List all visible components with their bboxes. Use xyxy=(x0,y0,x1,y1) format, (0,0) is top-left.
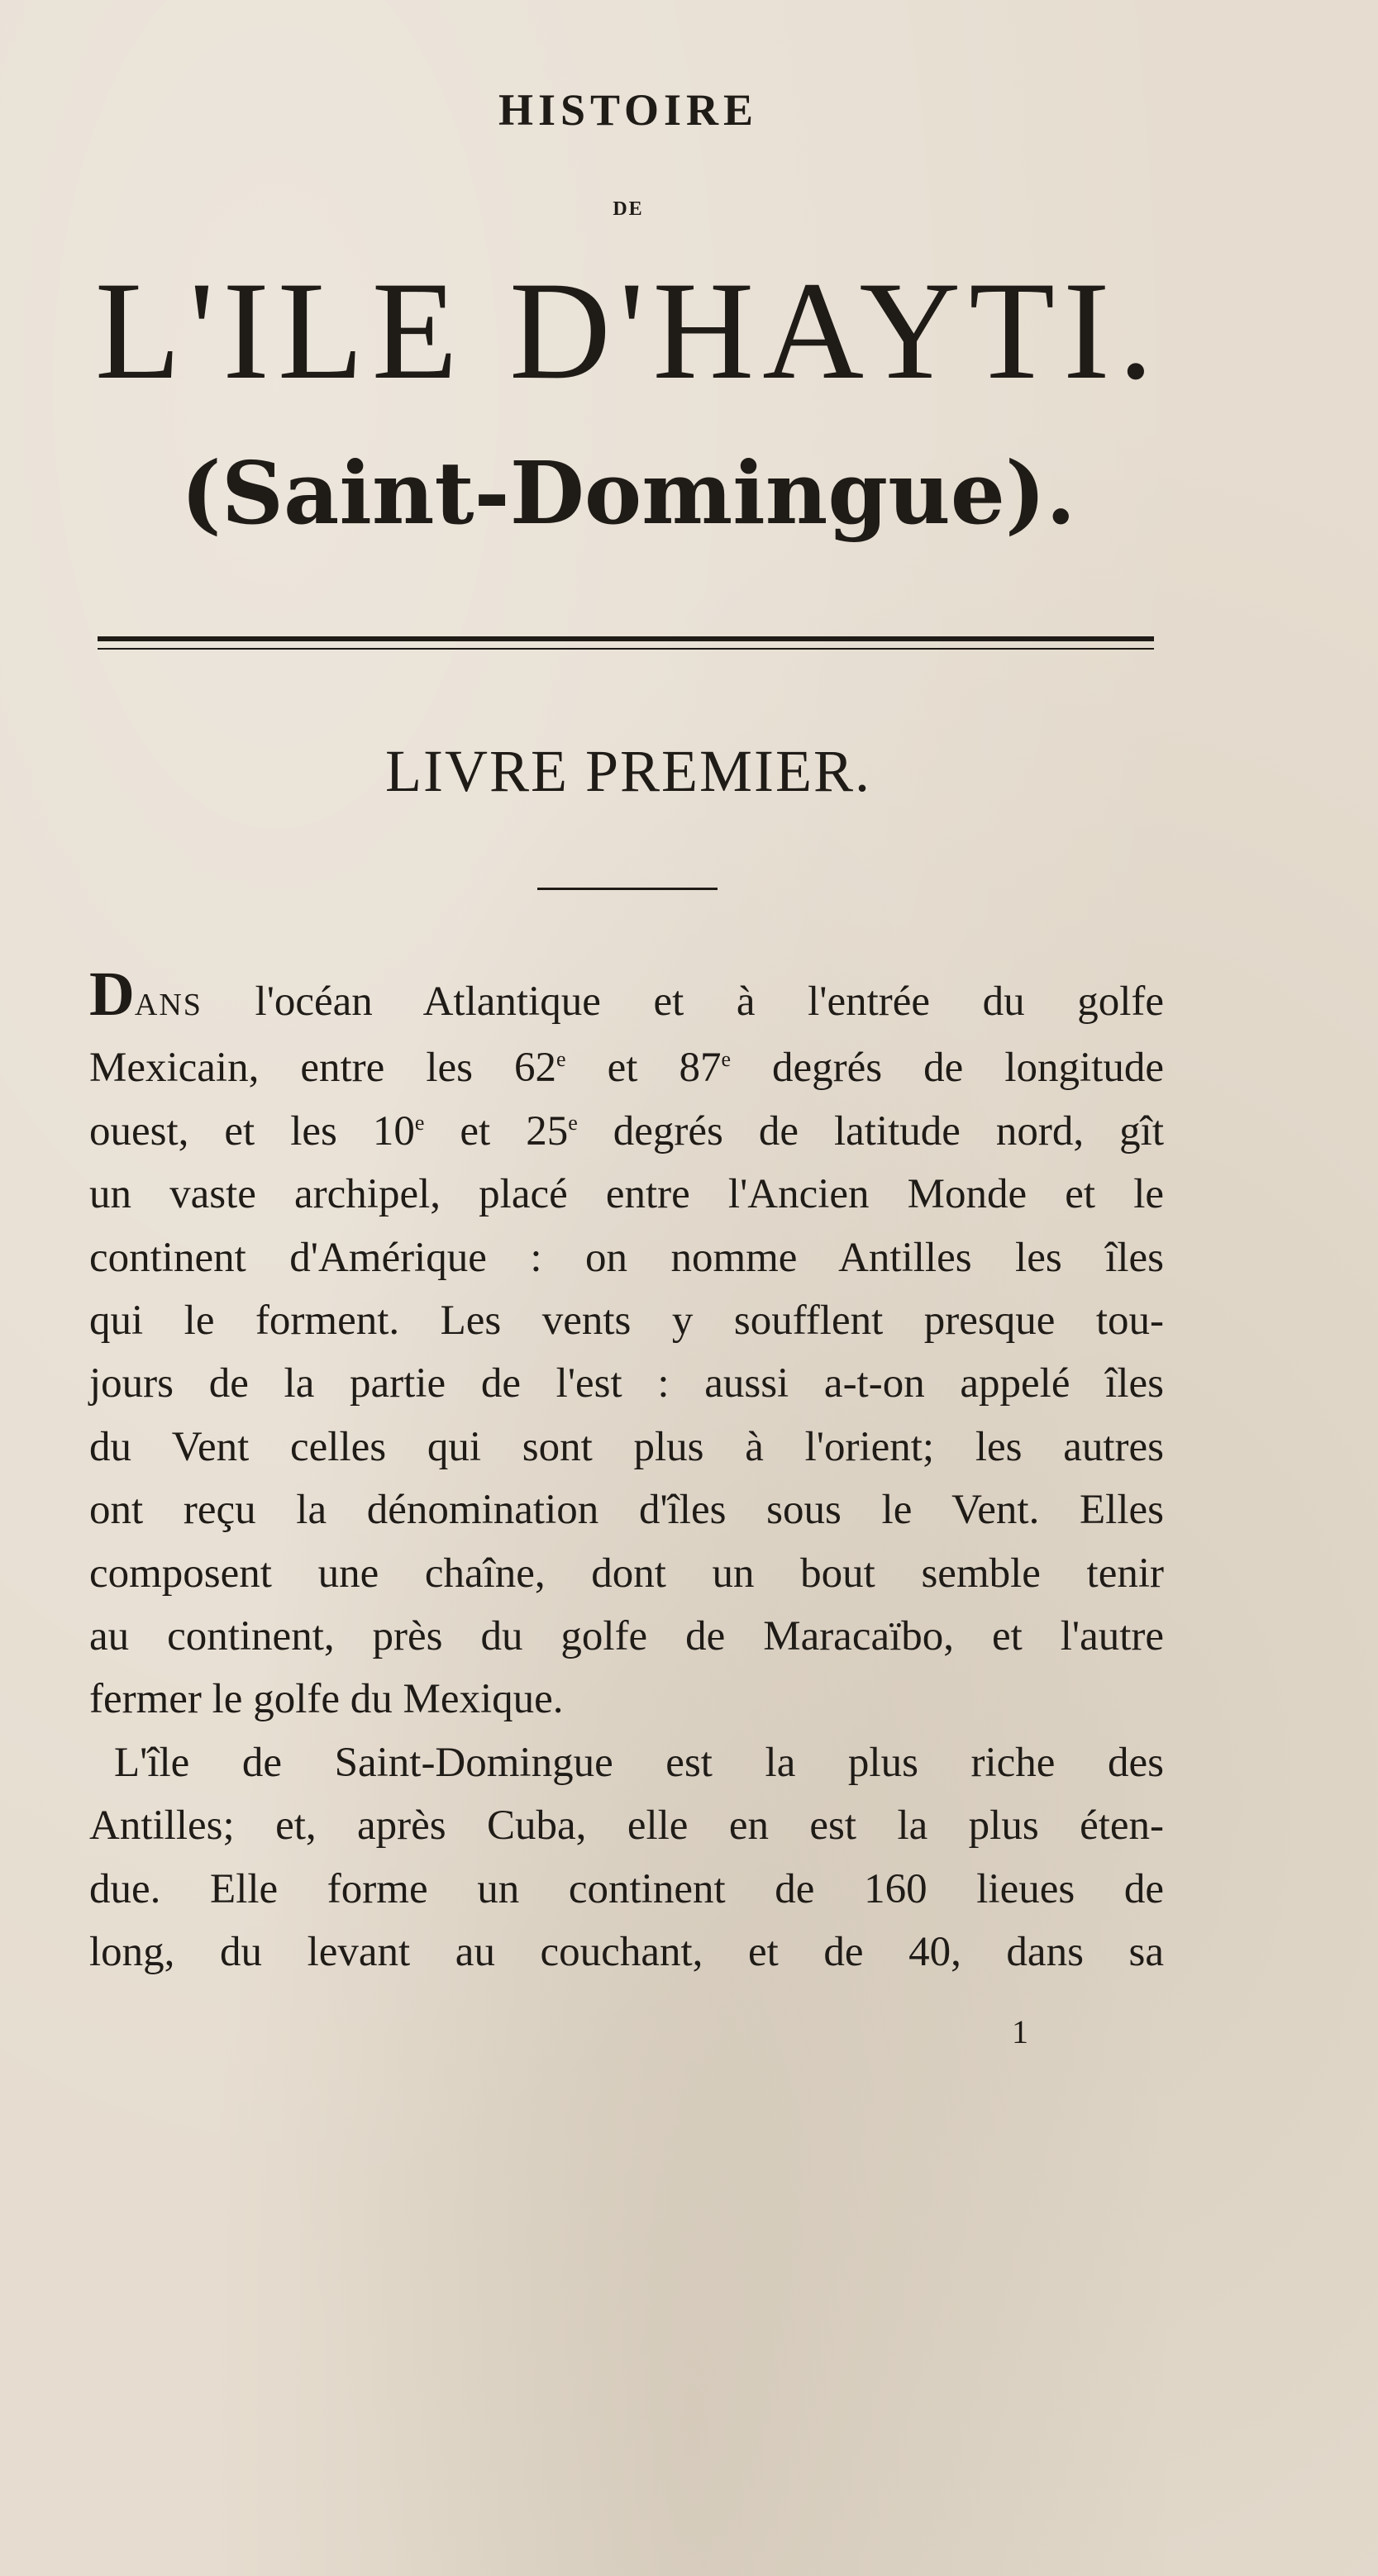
section-rule xyxy=(537,888,718,890)
subtitle: (Saint-Domingue). xyxy=(180,442,1076,544)
text-line: Antilles; et, après Cuba, elle en est la plus éten- xyxy=(89,1802,1164,1850)
title-histoire: HISTOIRE xyxy=(498,85,759,135)
drop-cap: D xyxy=(89,959,135,1029)
small-caps: ANS xyxy=(134,988,203,1022)
text-fragment: et 87 xyxy=(565,1045,722,1092)
double-rule-thin xyxy=(98,648,1154,650)
superscript: e xyxy=(414,1110,425,1135)
text-line xyxy=(89,1036,1164,1099)
text-fragment: Mexicain, entre les 62 xyxy=(89,1045,557,1092)
text-line: du Vent celles qui sont plus à l'orient; les autres xyxy=(89,1423,1164,1470)
text-line: ont reçu la dénomination d'îles sous le Vent. Elles xyxy=(89,1487,1164,1534)
text-fragment: l'océan Atlantique et à l'entrée du golfe xyxy=(202,978,1164,1025)
text-line: continent d'Amérique : on nomme Antilles les îles xyxy=(89,1234,1164,1281)
text-line: due. Elle forme un continent de 160 lieues de xyxy=(89,1865,1164,1912)
text-line xyxy=(89,959,1164,1036)
text-fragment: et 25 xyxy=(424,1107,569,1155)
text-line xyxy=(89,1100,1164,1163)
superscript: e xyxy=(568,1110,578,1135)
title-de: DE xyxy=(613,198,644,220)
superscript: e xyxy=(556,1047,566,1072)
text-line: composent une chaîne, dont un bout semble tenir xyxy=(89,1550,1164,1597)
text-line: un vaste archipel, placé entre l'Ancien Monde et le xyxy=(89,1171,1164,1218)
text-line: au continent, près du golfe de Maracaïbo, et l'autre xyxy=(89,1613,1164,1660)
main-title: L'ILE D'HAYTI. xyxy=(94,253,1162,408)
double-rule-thick xyxy=(98,636,1154,641)
page-number: 1 xyxy=(1012,2013,1028,2050)
superscript: e xyxy=(721,1047,731,1072)
text-line: qui le forment. Les vents y soufflent presque tou- xyxy=(89,1298,1164,1345)
text-line: jours de la partie de l'est : aussi a-t-on appelé îles xyxy=(89,1360,1164,1407)
text-fragment: ouest, et les 10 xyxy=(89,1107,415,1155)
body-text xyxy=(89,959,1164,1984)
text-line: L'île de Saint-Domingue est la plus riche des xyxy=(114,1739,1164,1786)
text-line: long, du levant au couchant, et de 40, dans sa xyxy=(89,1929,1164,1976)
text-line: fermer le golfe du Mexique. xyxy=(89,1676,564,1723)
text-fragment: degrés de latitude nord, gît xyxy=(577,1107,1164,1155)
text-fragment: degrés de longitude xyxy=(731,1045,1164,1092)
section-heading: LIVRE PREMIER. xyxy=(384,738,871,804)
